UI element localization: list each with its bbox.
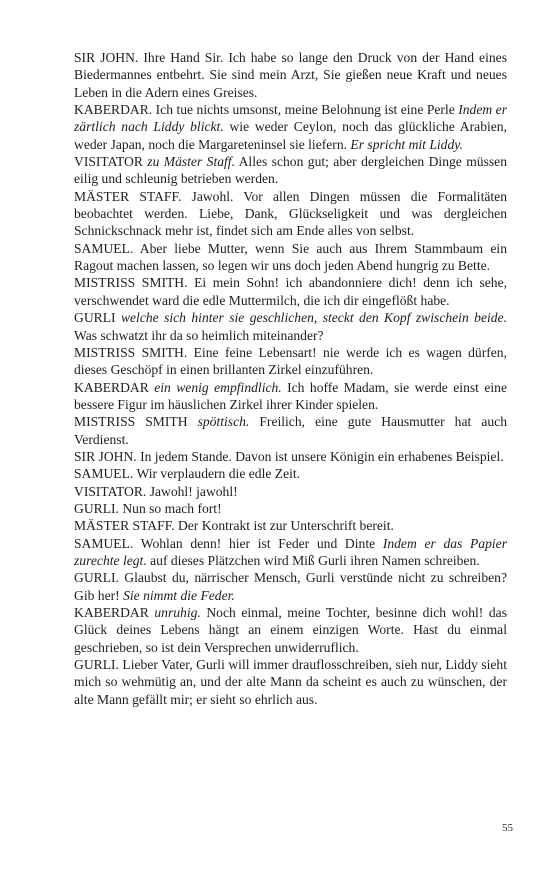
dialogue-paragraph: [74, 101, 507, 153]
dialogue-text: KABERDAR: [74, 379, 155, 395]
dialogue-text: SAMUEL. Wohlan denn! hier ist Feder und Dinte: [74, 535, 383, 551]
dialogue-text: VISITATOR. Jawohl! jawohl!: [74, 483, 238, 499]
dialogue-paragraph: [74, 448, 507, 465]
dialogue-text: MISTRISS SMITH: [74, 414, 198, 430]
dialogue-text: Noch einmal, meine Tochter, besinne dich wohl! das Glück deines Lebens hängt an einem einzigen Worte. Hast du einmal geschrieben, so ist dein Versprechen unwiderruflich.: [74, 605, 508, 655]
dialogue-text: GURLI: [74, 310, 121, 326]
dialogue-text: MISTRISS SMITH. Eine feine Lebensart! nie werde ich es wagen dürfen, dieses Geschöpf in einen brillanten Zirkel einzuführen.: [74, 344, 507, 378]
stage-direction: zu Mäster Staff.: [147, 154, 235, 170]
dialogue-paragraph: [74, 569, 507, 604]
stage-direction: spöttisch.: [197, 414, 250, 430]
dialogue-text: SAMUEL. Aber liebe Mutter, wenn Sie auch aus Ihrem Stammbaum ein Ragout machen lassen, so legen wir uns doch jeden Abend hungrig zu Bette.: [74, 240, 507, 274]
dialogue-paragraph: [74, 153, 507, 188]
dialogue-text: MÄSTER STAFF. Der Kontrakt ist zur Unterschrift bereit.: [74, 518, 394, 534]
dialogue-paragraph: [74, 413, 507, 448]
dialogue-text: GURLI. Lieber Vater, Gurli will immer drauflosschreiben, sieh nur, Liddy sieht mich so wehmütig an, und der alte Mann da scheint es auch zu wünschen, der alte Mann gefällt mir; er sieht so ehrlich aus.: [74, 657, 507, 707]
dialogue-paragraph: [74, 465, 507, 482]
dialogue-text: auf dieses Plätzchen wird Miß Gurli ihren Namen schreiben.: [146, 552, 480, 568]
page-number: 55: [502, 822, 513, 834]
text-body: [74, 49, 507, 708]
dialogue-text: KABERDAR: [74, 605, 155, 620]
dialogue-text: Was schwatzt ihr da so heimlich miteinander?: [74, 327, 324, 343]
dialogue-text: MISTRISS SMITH. Ei mein Sohn! ich abandonniere dich! denn ich sehe, verschwendet ward die edle Muttermilch, die ich dir eingeflößt habe.: [74, 275, 507, 308]
dialogue-text: Alles schon gut; aber dergleichen Dinge müssen eilig und schleunig betrieben werden.: [74, 154, 507, 187]
stage-direction: welche sich hinter sie geschlichen, steckt den Kopf zwischein beide.: [120, 310, 507, 326]
dialogue-paragraph: [74, 656, 507, 708]
dialogue-text: SIR JOHN. In jedem Stande. Davon ist unsere Königin ein erhabenes Beispiel.: [74, 448, 504, 464]
dialogue-text: KABERDAR. Ich tue nichts umsonst, meine Belohnung ist eine Perle: [74, 102, 459, 118]
dialogue-text: wie weder Ceylon, noch das glückliche Arabien, weder Japan, noch die Margareteninsel sie liefern.: [74, 119, 507, 152]
dialogue-text: GURLI. Nun so mach fort!: [74, 500, 222, 516]
dialogue-paragraph: [74, 535, 507, 570]
stage-direction: Er spricht mit Liddy.: [350, 136, 463, 152]
dialogue-paragraph: [74, 49, 507, 101]
dialogue-text: Ich hoffe Madam, sie werde einst eine bessere Figur im häuslichen Zirkel ihrer Kinder spielen.: [74, 379, 507, 412]
dialogue-text: GURLI. Glaubst du, närrischer Mensch, Gurli verstünde nicht zu schreiben? Gib her!: [74, 570, 507, 603]
dialogue-text: VISITATOR: [74, 154, 148, 170]
stage-direction: unruhig.: [154, 605, 201, 620]
dialogue-text: MÄSTER STAFF. Jawohl. Vor allen Dingen müssen die Formalitäten beobachtet werden. Liebe, Dank, Glückseligkeit und was dergleichen Schnickschnack mehr ist, findet sich am Ende alles von selbst.: [74, 188, 507, 239]
dialogue-text: Freilich, eine gute Hausmutter hat auch Verdienst.: [74, 414, 507, 447]
dialogue-paragraph: [74, 309, 507, 344]
dialogue-paragraph: [74, 274, 507, 309]
dialogue-paragraph: [74, 604, 507, 656]
dialogue-paragraph: [74, 483, 507, 500]
dialogue-paragraph: [74, 344, 507, 379]
dialogue-paragraph: [74, 500, 507, 517]
dialogue-paragraph: [74, 188, 507, 240]
dialogue-paragraph: [74, 240, 507, 275]
dialogue-text: SIR JOHN. Ihre Hand Sir. Ich habe so lange den Druck von der Hand eines Biedermannes entbehrt. Sie sind mein Arzt, Sie gießen neue Kraft und neues Leben in die Adern eines Greises.: [74, 50, 507, 100]
stage-direction: Indem er das Papier zurechte legt.: [74, 535, 507, 568]
dialogue-paragraph: [74, 517, 507, 534]
stage-direction: Sie nimmt die Feder.: [123, 587, 235, 603]
stage-direction: ein wenig empfindlich.: [154, 379, 282, 395]
dialogue-text: SAMUEL. Wir verplaudern die edle Zeit.: [74, 466, 301, 482]
stage-direction: Indem er zärtlich nach Liddy blickt.: [74, 102, 507, 135]
dialogue-paragraph: [74, 379, 507, 414]
